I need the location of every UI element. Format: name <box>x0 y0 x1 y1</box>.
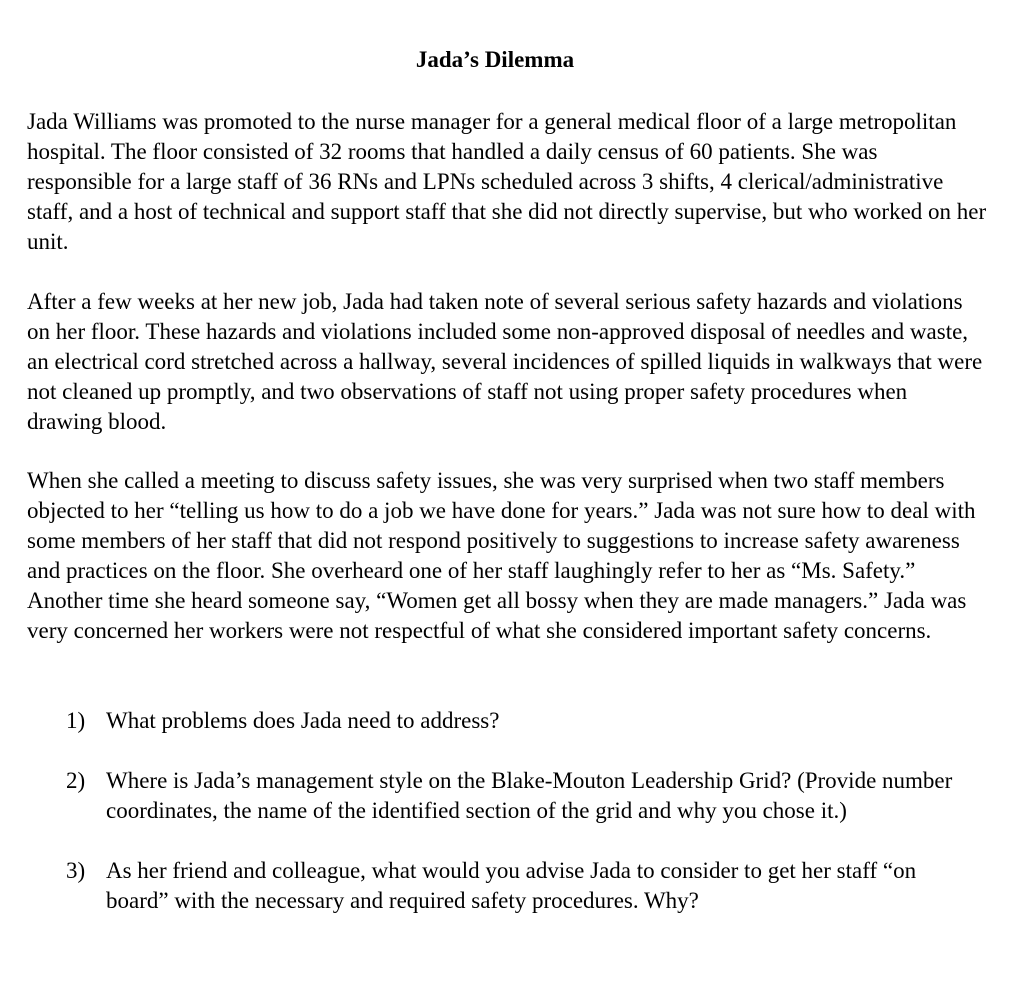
question-item <box>66 706 966 736</box>
question-number: 2) <box>66 768 86 793</box>
page-title: Jada’s Dilemma <box>415 47 575 72</box>
question-text: What problems does Jada need to address? <box>106 708 500 733</box>
question-number: 1) <box>66 708 86 733</box>
paragraph-safety-hazards: After a few weeks at her new job, Jada had taken note of several serious safety hazards and violations on her floor. These hazards and violations included some non-approved disposal of needles and waste, an electrical cord stretched across a hallway, several incidences of spilled liquids in walkways that were not cleaned up promptly, and two observations of staff not using proper safety procedures when drawing blood. <box>27 289 983 434</box>
question-list <box>66 706 966 916</box>
paragraph-staff-reaction: When she called a meeting to discuss safety issues, she was very surprised when two staff members objected to her “telling us how to do a job we have done for years.” Jada was not sure how to deal with some members of her staff that did not respond positively to suggestions to increase safety awareness and practices on the floor. She overheard one of her staff laughingly refer to her as “Ms. Safety.” Another time she heard someone say, “Women get all bossy when they are made managers.” Jada was very concerned her workers were not respectful of what she considered important safety concerns. <box>27 468 976 643</box>
question-text: Where is Jada’s management style on the Blake-Mouton Leadership Grid? (Provide number coordinates, the name of the identified section of the grid and why you chose it.) <box>106 768 953 823</box>
question-item <box>66 856 966 916</box>
question-number: 3) <box>66 858 86 883</box>
question-item <box>66 766 966 826</box>
question-text: As her friend and colleague, what would you advise Jada to consider to get her staff “on board” with the necessary and required safety procedures. Why? <box>106 858 917 913</box>
paragraph-background: Jada Williams was promoted to the nurse manager for a general medical floor of a large metropolitan hospital. The floor consisted of 32 rooms that handled a daily census of 60 patients. She was responsible for a large staff of 36 RNs and LPNs scheduled across 3 shifts, 4 clerical/administrative staff, and a host of technical and support staff that she did not directly supervise, but who worked on her unit. <box>27 109 987 254</box>
